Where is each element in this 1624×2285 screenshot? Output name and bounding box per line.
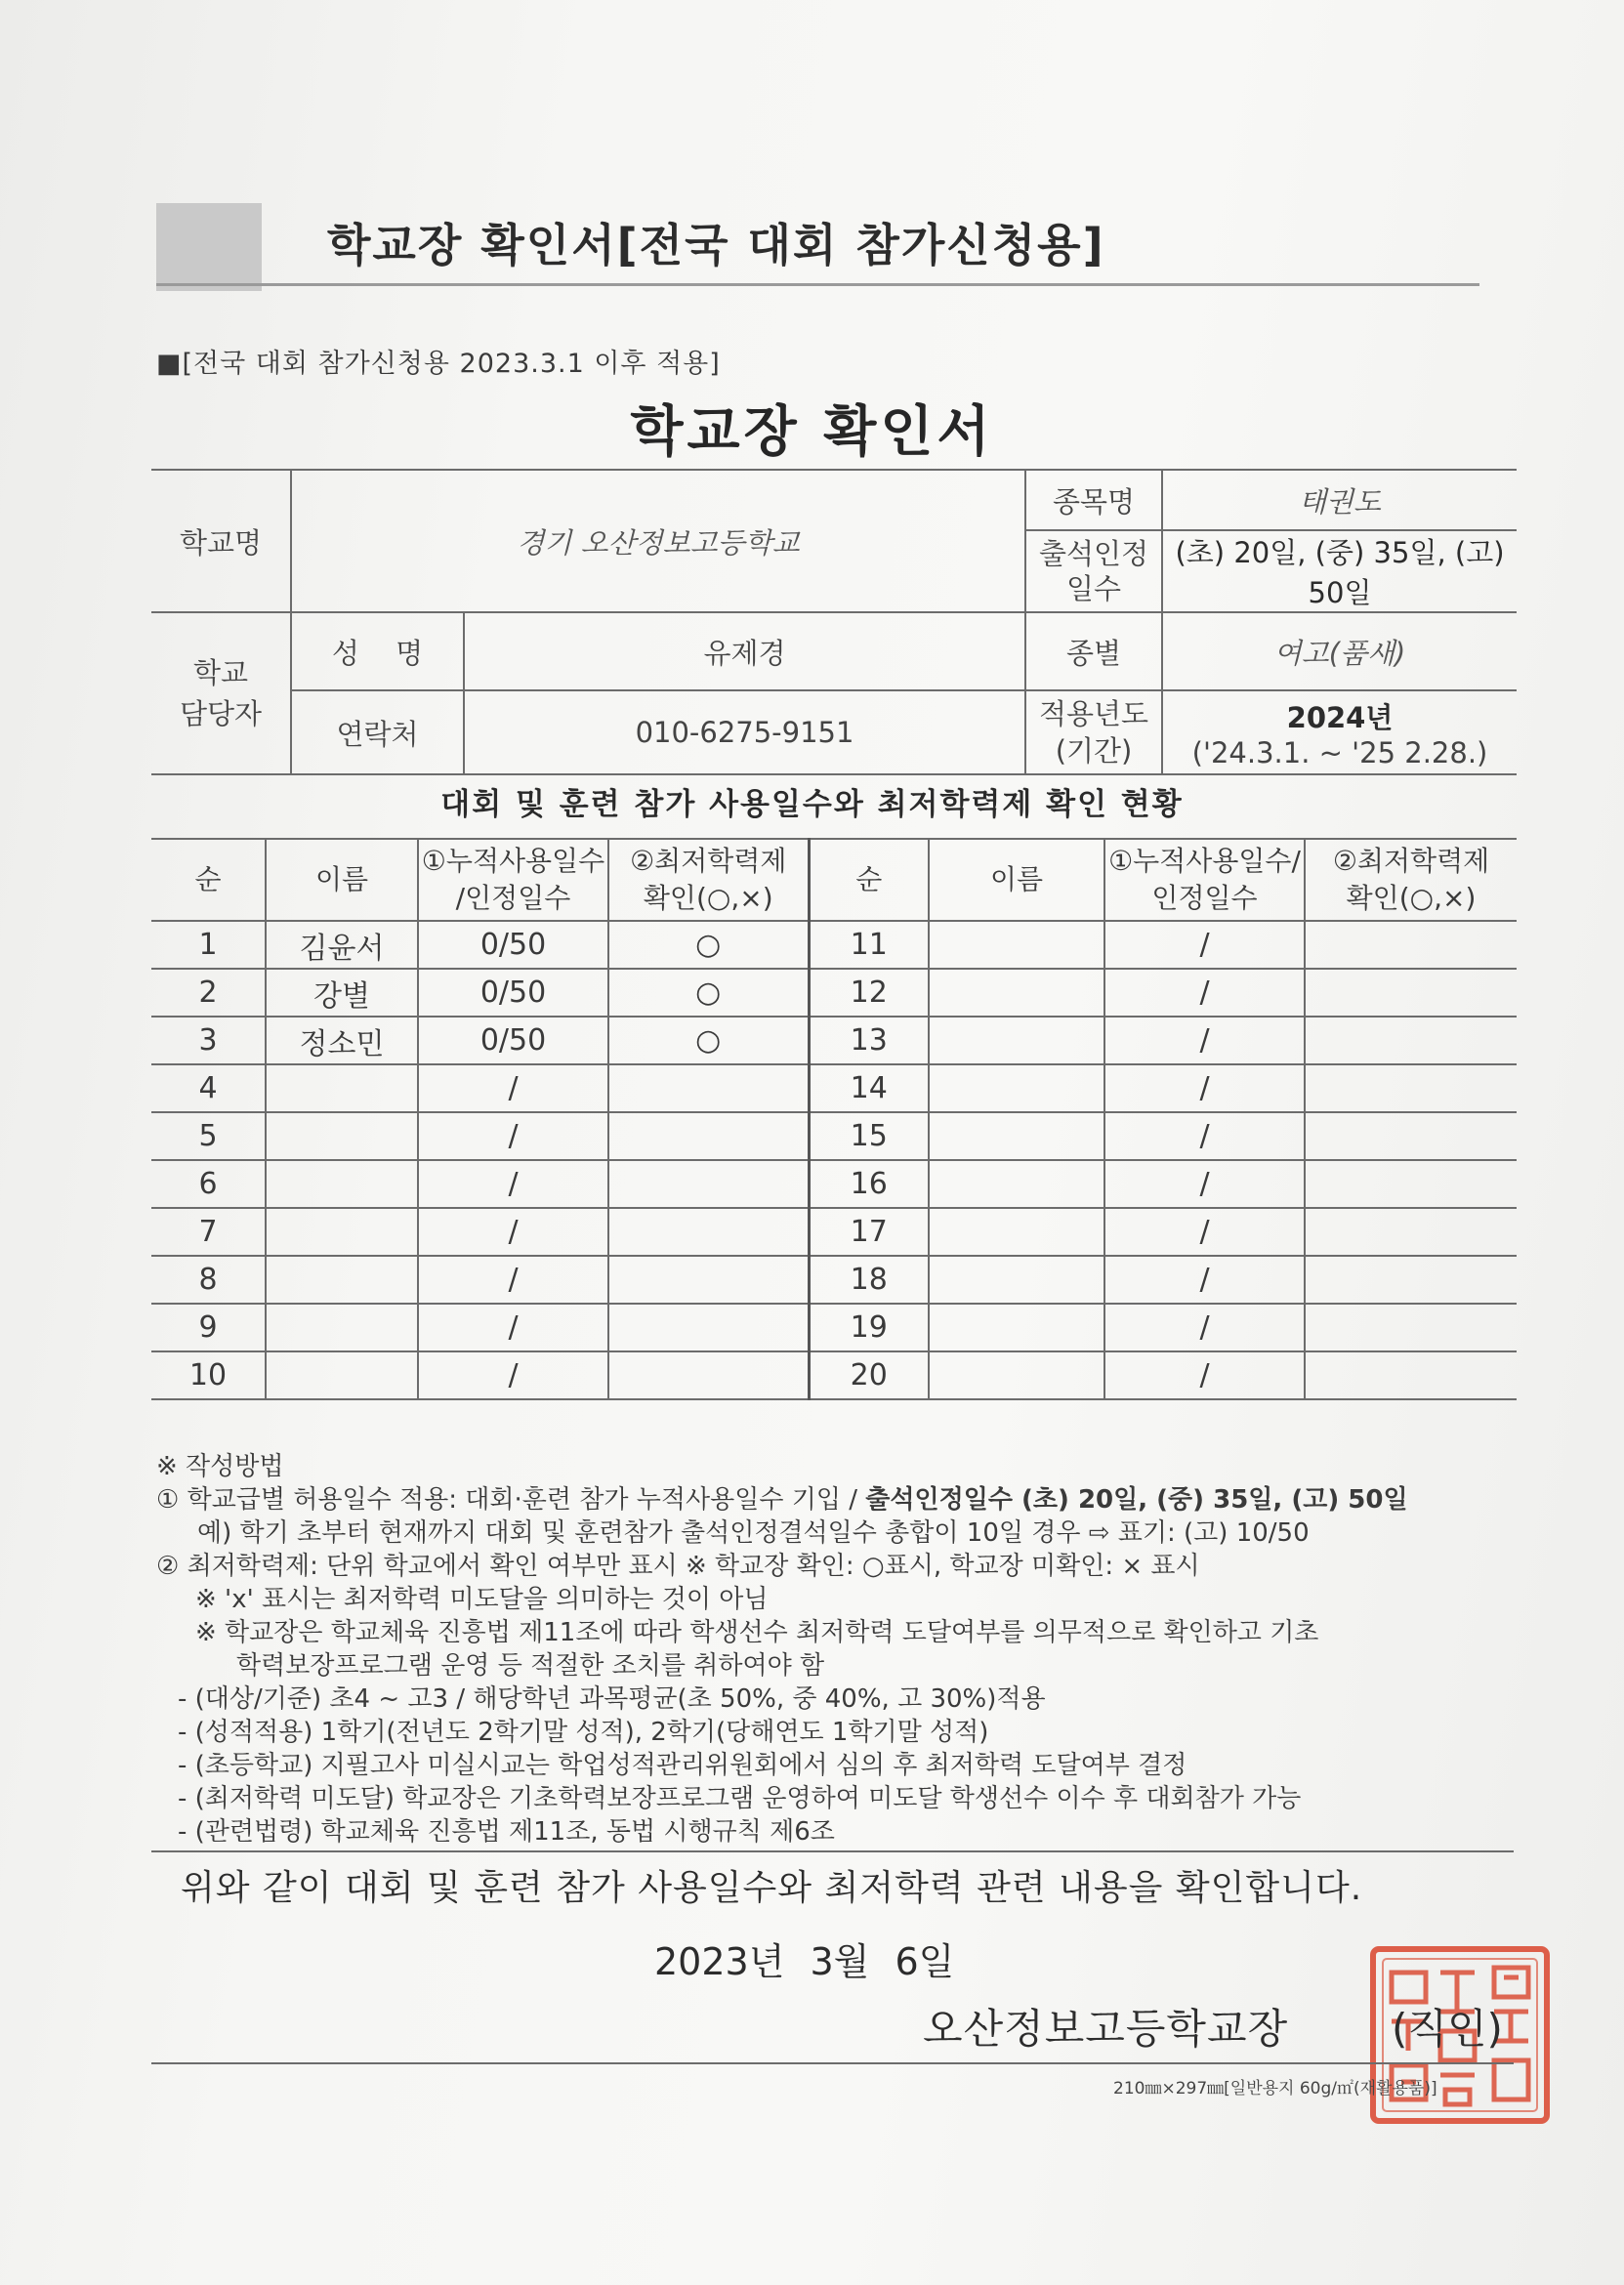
row-no: 1 — [151, 921, 266, 969]
row-no: 3 — [151, 1017, 266, 1064]
row-days: 0/50 — [418, 1017, 608, 1064]
table-row — [151, 969, 1517, 1017]
header-no-right: 순 — [809, 839, 929, 921]
row-check-right — [1305, 1064, 1517, 1112]
row-check — [608, 1160, 809, 1208]
row-check-right — [1305, 921, 1517, 969]
note-1-bold: 출석인정일수 (초) 20일, (중) 35일, (고) 50일 — [865, 1485, 1408, 1515]
row-check — [608, 1351, 809, 1399]
header-days-right: ①누적사용일수/ 인정일수 — [1104, 839, 1305, 921]
row-days-right: / — [1104, 1160, 1305, 1208]
note-bullet-5: - (관련법령) 학교체육 진흥법 제11조, 동법 시행규칙 제6조 — [178, 1817, 835, 1847]
row-name — [266, 1112, 418, 1160]
row-name-right — [929, 1017, 1104, 1064]
row-name — [266, 1208, 418, 1256]
table-row — [151, 921, 1517, 969]
row-check: ○ — [608, 921, 809, 969]
table-row — [151, 1112, 1517, 1160]
row-name-right — [929, 1256, 1104, 1304]
row-check-right — [1305, 1160, 1517, 1208]
row-days-right: / — [1104, 1351, 1305, 1399]
row-name-right — [929, 921, 1104, 969]
table-row — [151, 1064, 1517, 1112]
row-no-right: 19 — [809, 1304, 929, 1351]
table-header-row — [151, 839, 1517, 921]
row-days: / — [418, 1256, 608, 1304]
row-days: / — [418, 1112, 608, 1160]
row-name-right — [929, 1351, 1104, 1399]
note-bullet-3: - (초등학교) 지필고사 미실시교는 학업성적관리위원회에서 심의 후 최저학력 도달여부 결정 — [178, 1751, 1187, 1780]
row-no-right: 14 — [809, 1064, 929, 1112]
row-check-right — [1305, 969, 1517, 1017]
section-title: 대회 및 훈련 참가 사용일수와 최저학력제 확인 현황 — [440, 787, 1184, 822]
row-check — [608, 1304, 809, 1351]
row-check — [608, 1112, 809, 1160]
type-label: 종별 — [1025, 612, 1162, 690]
attendance-table — [151, 838, 1517, 1400]
date: 2023년 3월 6일 — [654, 1940, 955, 1983]
sport-label: 종목명 — [1025, 470, 1162, 530]
row-days-right: / — [1104, 969, 1305, 1017]
row-no: 7 — [151, 1208, 266, 1256]
header-check: ②최저학력제 확인(○,×) — [608, 839, 809, 921]
header-check-right: ②최저학력제 확인(○,×) — [1305, 839, 1517, 921]
header-days: ①누적사용일수 /인정일수 — [418, 839, 608, 921]
header-name-right: 이름 — [929, 839, 1104, 921]
row-days-right: / — [1104, 1112, 1305, 1160]
row-name — [266, 1304, 418, 1351]
table-row — [151, 1256, 1517, 1304]
school-value: 경기 오산정보고등학교 — [291, 470, 1025, 612]
attendance-value: (초) 20일, (중) 35일, (고) 50일 — [1162, 530, 1517, 612]
row-no: 6 — [151, 1160, 266, 1208]
row-name — [266, 1160, 418, 1208]
row-days-right: / — [1104, 1208, 1305, 1256]
row-check — [608, 1064, 809, 1112]
row-no-right: 20 — [809, 1351, 929, 1399]
note-bullet-1: - (대상/기준) 초4 ~ 고3 / 해당학년 과목평균(초 50%, 중 40%, 고 30%)적용 — [178, 1684, 1046, 1714]
table-row — [151, 1304, 1517, 1351]
row-name — [266, 1064, 418, 1112]
notes-heading: ※ 작성방법 — [156, 1452, 284, 1481]
row-no-right: 11 — [809, 921, 929, 969]
row-name: 강별 — [266, 969, 418, 1017]
row-check: ○ — [608, 1017, 809, 1064]
confirm-text: 위와 같이 대회 및 훈련 참가 사용일수와 최저학력 관련 내용을 확인합니다. — [181, 1868, 1363, 1908]
row-name-right — [929, 1160, 1104, 1208]
row-name: 김윤서 — [266, 921, 418, 969]
year-value: 2024년 — [1286, 700, 1394, 734]
row-days-right: / — [1104, 1064, 1305, 1112]
row-no: 8 — [151, 1256, 266, 1304]
row-days: / — [418, 1160, 608, 1208]
row-days: / — [418, 1064, 608, 1112]
info-table — [151, 469, 1517, 775]
note-1-text: ① 학교급별 허용일수 적용: 대회·훈련 참가 누적사용일수 기입 / — [156, 1485, 866, 1515]
row-days: / — [418, 1351, 608, 1399]
row-check — [608, 1256, 809, 1304]
row-name-right — [929, 1064, 1104, 1112]
note-2: ② 최저학력제: 단위 학교에서 확인 여부만 표시 ※ 학교장 확인: ○표시, 학교장 미확인: × 표시 — [156, 1552, 1200, 1581]
row-name-right — [929, 969, 1104, 1017]
sport-value: 태권도 — [1162, 470, 1517, 530]
note-1 — [156, 1483, 1523, 1516]
row-days: / — [418, 1304, 608, 1351]
paper-spec: 210㎜×297㎜[일반용지 60g/㎡(재활용품)] — [1113, 2079, 1437, 2098]
row-no-right: 12 — [809, 969, 929, 1017]
type-value: 여고(품새) — [1162, 612, 1517, 690]
row-no: 9 — [151, 1304, 266, 1351]
note-bullet-2: - (성적적용) 1학기(전년도 2학기말 성적), 2학기(당해연도 1학기말 성적) — [178, 1718, 989, 1747]
note-1-example: 예) 학기 초부터 현재까지 대회 및 훈련참가 출석인정결석일수 총합이 10일 경우 ⇨ 표기: (고) 10/50 — [197, 1518, 1310, 1548]
bottom-rule — [151, 2062, 1514, 2064]
manager-label: 학교 담당자 — [151, 612, 291, 774]
row-no-right: 13 — [809, 1017, 929, 1064]
note-bullet-4: - (최저학력 미도달) 학교장은 기초학력보장프로그램 운영하여 미도달 학생선수 이수 후 대회참가 가능 — [178, 1784, 1302, 1813]
row-days-right: / — [1104, 1256, 1305, 1304]
school-label: 학교명 — [151, 470, 291, 612]
header-title: 학교장 확인서[전국 대회 참가신청용] — [327, 219, 1105, 271]
main-title: 학교장 확인서 — [630, 400, 994, 464]
row-check-right — [1305, 1351, 1517, 1399]
note-2-b: ※ 학교장은 학교체육 진흥법 제11조에 따라 학생선수 최저학력 도달여부를 의무적으로 확인하고 기초 — [195, 1618, 1319, 1647]
row-no-right: 15 — [809, 1112, 929, 1160]
table-row — [151, 1017, 1517, 1064]
row-days-right: / — [1104, 921, 1305, 969]
table-row — [151, 1351, 1517, 1399]
row-no: 10 — [151, 1351, 266, 1399]
row-name-right — [929, 1112, 1104, 1160]
row-days: 0/50 — [418, 969, 608, 1017]
contact-value: 010-6275-9151 — [464, 690, 1025, 774]
signer: 오산정보고등학교장 — [923, 2005, 1289, 2053]
note-2-a: ※ 'x' 표시는 최저학력 미도달을 의미하는 것이 아님 — [195, 1585, 769, 1614]
row-check-right — [1305, 1112, 1517, 1160]
notes — [156, 1450, 1523, 1849]
row-name — [266, 1351, 418, 1399]
row-check-right — [1305, 1304, 1517, 1351]
row-name: 정소민 — [266, 1017, 418, 1064]
row-check-right — [1305, 1017, 1517, 1064]
row-check-right — [1305, 1256, 1517, 1304]
row-check-right — [1305, 1208, 1517, 1256]
year-cell — [1162, 690, 1517, 774]
row-no-right: 16 — [809, 1160, 929, 1208]
header-rule — [156, 283, 1479, 286]
header-no: 순 — [151, 839, 266, 921]
row-name — [266, 1256, 418, 1304]
row-check — [608, 1208, 809, 1256]
row-days-right: / — [1104, 1017, 1305, 1064]
row-check: ○ — [608, 969, 809, 1017]
row-days: 0/50 — [418, 921, 608, 969]
note-2-b2: 학력보장프로그램 운영 등 적절한 조치를 취하여야 함 — [236, 1651, 825, 1681]
contact-label: 연락처 — [291, 690, 464, 774]
row-days-right: / — [1104, 1304, 1305, 1351]
row-name-right — [929, 1304, 1104, 1351]
sub-note: ■[전국 대회 참가신청용 2023.3.1 이후 적용] — [156, 349, 721, 379]
header-gray-box — [156, 203, 262, 291]
name-value: 유제경 — [464, 612, 1025, 690]
year-label: 적용년도 (기간) — [1025, 690, 1162, 774]
row-no: 2 — [151, 969, 266, 1017]
row-no: 5 — [151, 1112, 266, 1160]
notes-rule — [151, 1850, 1514, 1852]
seal-label: (직인) — [1392, 2005, 1503, 2053]
table-row — [151, 1208, 1517, 1256]
row-no: 4 — [151, 1064, 266, 1112]
row-name-right — [929, 1208, 1104, 1256]
name-label: 성 명 — [291, 612, 464, 690]
year-period: ('24.3.1. ~ '25 2.28.) — [1191, 735, 1488, 769]
row-no-right: 18 — [809, 1256, 929, 1304]
row-no-right: 17 — [809, 1208, 929, 1256]
row-days: / — [418, 1208, 608, 1256]
table-row — [151, 1160, 1517, 1208]
header-name: 이름 — [266, 839, 418, 921]
attendance-label: 출석인정 일수 — [1025, 530, 1162, 612]
